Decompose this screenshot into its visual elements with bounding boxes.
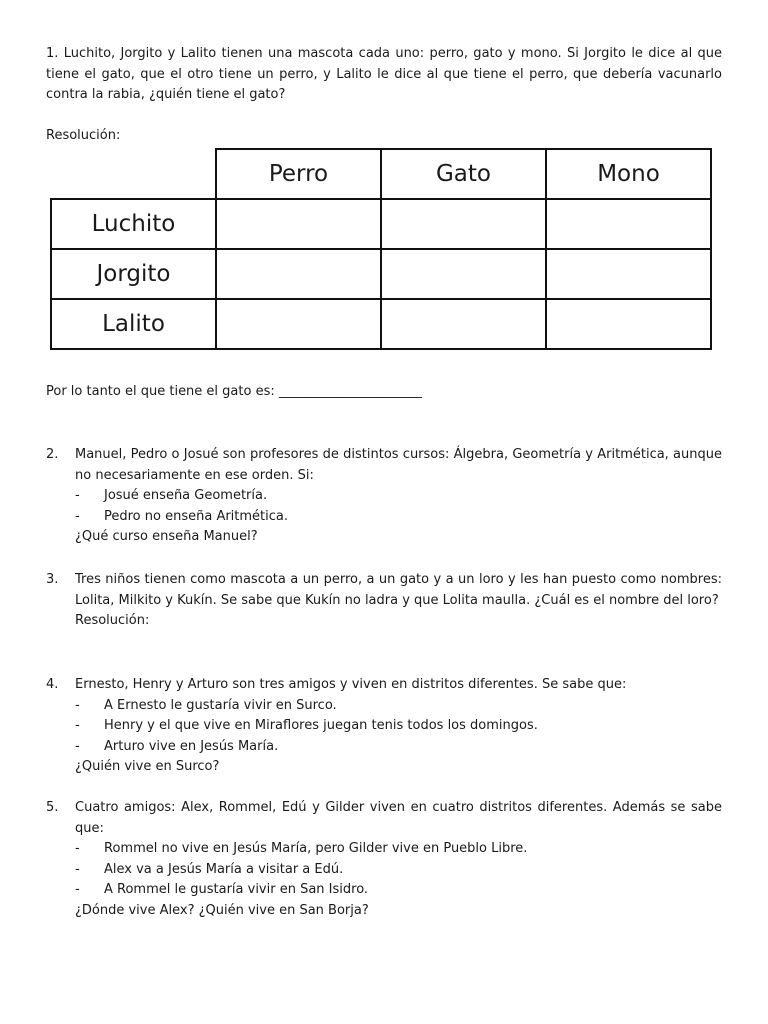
column-header-perro: Perro [216, 149, 381, 199]
problem-number: 5. [46, 800, 59, 815]
bullet-text: Josué enseña Geometría. [104, 488, 268, 503]
bullet-text: Henry y el que vive en Miraflores juegan tenis todos los domingos. [104, 718, 538, 733]
list-item [75, 839, 722, 860]
problem-3 [46, 570, 722, 632]
pet-logic-table [50, 148, 712, 350]
column-header-gato: Gato [381, 149, 546, 199]
answer-cell[interactable] [381, 299, 546, 349]
column-header-mono: Mono [546, 149, 711, 199]
bullet-text: Alex va a Jesús María a visitar a Edú. [104, 861, 344, 877]
list-item [75, 696, 722, 717]
problem-number: 3. [46, 572, 59, 587]
bullet-text: A Ernesto le gustaría vivir en Surco. [104, 697, 337, 713]
table-row [51, 299, 711, 349]
answer-cell[interactable] [381, 199, 546, 249]
problem-2 [46, 445, 722, 548]
answer-cell[interactable] [216, 249, 381, 299]
row-header-jorgito: Jorgito [51, 249, 216, 299]
answer-cell[interactable] [216, 199, 381, 249]
bullet-text: A Rommel le gustaría vivir en San Isidro. [104, 882, 369, 897]
table-row [51, 249, 711, 299]
answer-cell[interactable] [546, 249, 711, 299]
problem-4-text: Ernesto, Henry y Arturo son tres amigos y viven en distritos diferentes. Se sabe que: [75, 677, 627, 692]
list-item [75, 860, 722, 881]
row-header-luchito: Luchito [51, 199, 216, 249]
answer-cell[interactable] [546, 199, 711, 249]
list-item [75, 486, 722, 507]
list-item [75, 737, 722, 758]
problem-number: 2. [46, 447, 59, 462]
problem-4 [46, 675, 722, 778]
dash-marker: - [75, 882, 80, 897]
problem-4-question: ¿Quién vive en Surco? [75, 759, 220, 774]
dash-marker: - [75, 508, 80, 524]
bullet-text: Arturo vive en Jesús María. [104, 738, 279, 754]
table-header-row [51, 149, 711, 199]
list-item [75, 507, 722, 528]
problem-number: 4. [46, 677, 59, 692]
dash-marker: - [75, 697, 80, 713]
dash-marker: - [75, 488, 80, 503]
dash-marker: - [75, 738, 80, 754]
dash-marker: - [75, 861, 80, 877]
problem-1-text: 1. Luchito, Jorgito y Lalito tienen una mascota cada uno: perro, gato y mono. Si Jorgito le dice al que tiene el gato, que el otro tiene un perro, y Lalito le dice al que tiene el perro, que debería vacunarlo contra la rabia, ¿quién tiene el gato? [46, 46, 722, 102]
answer-cell[interactable] [381, 249, 546, 299]
answer-cell[interactable] [546, 299, 711, 349]
problem-5-text: Cuatro amigos: Alex, Rommel, Edú y Gilder viven en cuatro distritos diferentes. Además se sabe que: [75, 800, 722, 836]
problem-3-resolution-label: Resolución: [75, 613, 150, 628]
table-row [51, 199, 711, 249]
list-item [75, 716, 722, 737]
bullet-text: Rommel no vive en Jesús María, pero Gilder vive en Pueblo Libre. [104, 841, 528, 856]
answer-cell[interactable] [216, 299, 381, 349]
problem-5-question: ¿Dónde vive Alex? ¿Quién vive en San Borja? [75, 902, 369, 918]
problem-2-text: Manuel, Pedro o Josué son profesores de distintos cursos: Álgebra, Geometría y Aritmética, aunque no necesariamente en ese orden. Si: [75, 447, 722, 483]
bullet-text: Pedro no enseña Aritmética. [104, 508, 289, 524]
dash-marker: - [75, 841, 80, 856]
problem-2-question: ¿Qué curso enseña Manuel? [75, 529, 258, 544]
table-corner-cell [51, 149, 216, 199]
problem-1-resolution-label: Resolución: [46, 128, 121, 143]
problem-3-text: Tres niños tienen como mascota a un perro, a un gato y a un loro y les han puesto como nombres: Lolita, Milkito y Kukín. Se sabe que Kukín no ladra y que Lolita maulla. ¿Cuál es el nombre del loro? [75, 572, 722, 608]
problem-5 [46, 798, 722, 921]
list-item [75, 880, 722, 901]
dash-marker: - [75, 718, 80, 733]
problem-1-answer-line: Por lo tanto el que tiene el gato es: ______________________ [46, 384, 422, 399]
row-header-lalito: Lalito [51, 299, 216, 349]
